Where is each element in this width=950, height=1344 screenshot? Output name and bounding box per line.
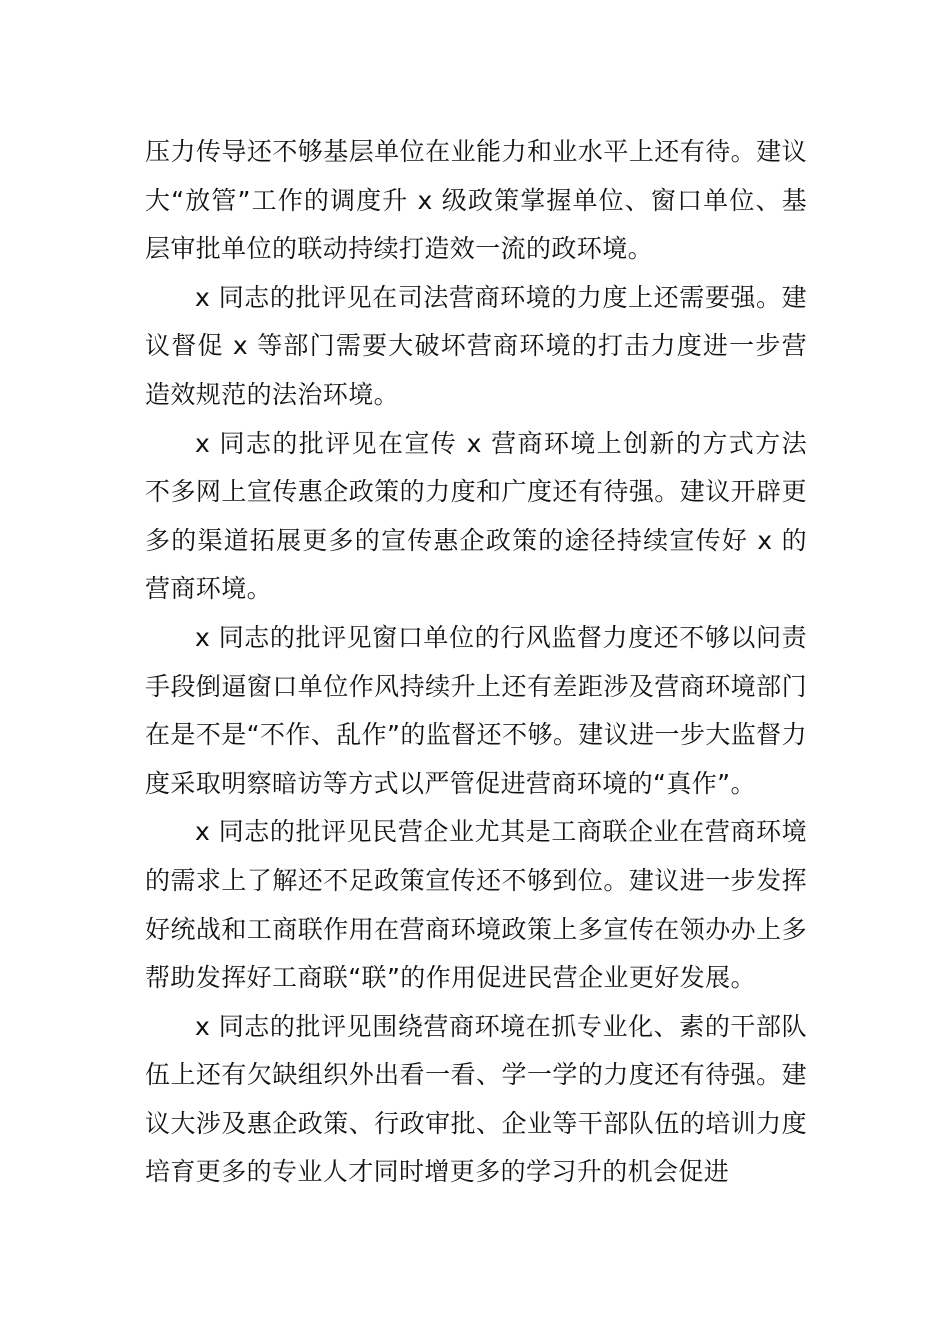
paragraph-3: x 同志的批评见在宣传 x 营商环境上创新的方式方法不多网上宣传惠企政策的力度和广度还有待强。建议开辟更多的渠道拓展更多的宣传惠企政策的途径持续宣传好 x 的营商环境。 <box>145 428 807 604</box>
paragraph-2: x 同志的批评见在司法营商环境的力度上还需要强。建议督促 x 等部门需要大破坏营商环境的打击力度进一步营造效规范的法治环境。 <box>145 282 807 409</box>
document-body <box>145 128 807 1197</box>
paragraph-5: x 同志的批评见民营企业尤其是工商联企业在营商环境的需求上了解还不足政策宣传还不够到位。建议进一步发挥好统战和工商联作用在营商环境政策上多宣传在领办办上多帮助发挥好工商联“联”的作用促进民营企业更好发展。 <box>145 817 807 993</box>
paragraph-1: 压力传导还不够基层单位在业能力和业水平上还有待。建议大“放管”工作的调度升 x 级政策掌握单位、窗口单位、基层审批单位的联动持续打造效一流的政环境。 <box>145 137 807 264</box>
paragraph-4: x 同志的批评见窗口单位的行风监督力度还不够以问责手段倒逼窗口单位作风持续升上还有差距涉及营商环境部门在是不是“不作、乱作”的监督还不够。建议进一步大监督力度采取明察暗访等方式以严管促进营商环境的“真作”。 <box>145 622 807 798</box>
paragraph-6: x 同志的批评见围绕营商环境在抓专业化、素的干部队伍上还有欠缺组织外出看一看、学一学的力度还有待强。建议大涉及惠企政策、行政审批、企业等干部队伍的培训力度培育更多的专业人才同时增更多的学习升的机会促进 <box>145 1011 807 1187</box>
